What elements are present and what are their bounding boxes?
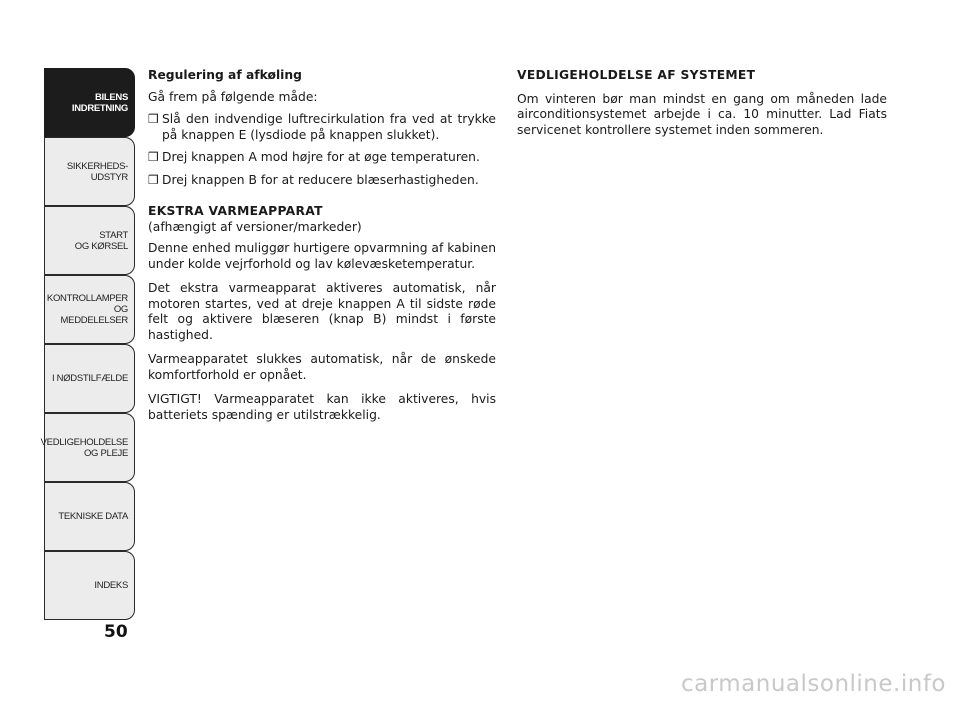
tab-i-nodstilfaelde[interactable]: I NØDSTILFÆLDE — [44, 344, 135, 413]
tab-indeks[interactable]: INDEKS — [44, 551, 135, 620]
extra-heater-title: EKSTRA VARMEAPPARAT — [148, 204, 323, 218]
page-number: 50 — [104, 622, 128, 642]
checkbox-bullet-icon: ❒ — [148, 172, 159, 187]
tab-vedligeholdelse[interactable]: VEDLIGEHOLDELSE OG PLEJE — [44, 413, 135, 482]
checkbox-bullet-icon: ❒ — [148, 112, 159, 126]
checkbox-bullet-icon: ❒ — [148, 150, 159, 164]
tab-bilens-indretning[interactable]: BILENS INDRETNING — [44, 68, 135, 137]
left-column — [148, 68, 496, 432]
bullet-text: Slå den indvendige luftrecirkulation fra ved at trykke på knappen E (lysdiode på knappen slukket). — [162, 112, 496, 142]
chapter-sidebar — [40, 68, 135, 620]
bullet-text: Drej knappen A mod højre for at øge temperaturen. — [162, 150, 480, 164]
tab-kontrollamper[interactable]: KONTROLLAMPER OG MEDDELELSER — [44, 275, 135, 344]
tab-sikkerhedsudstyr[interactable]: SIKKERHEDS- UDSTYR — [44, 137, 135, 206]
watermark: carmanualsonline.info — [680, 671, 946, 697]
paragraph: Varmeapparatet slukkes automatisk, når de ønskede komfortforhold er opnået. — [148, 352, 496, 382]
extra-heater-subtitle: (afhængigt af versioner/markeder) — [148, 219, 362, 234]
list-item — [148, 112, 496, 143]
cooling-heading: Regulering af afkøling — [148, 68, 302, 82]
list-item — [148, 173, 496, 189]
paragraph: Denne enhed muliggør hurtigere opvarmning af kabinen under kolde vejrforhold og lav kølevæsketemperatur. — [148, 241, 497, 271]
intro-text: Gå frem på følgende måde: — [148, 89, 318, 104]
maintenance-title: VEDLIGEHOLDELSE AF SYSTEMET — [517, 68, 756, 82]
bullet-list — [148, 112, 496, 188]
paragraph: Det ekstra varmeapparat aktiveres automatisk, når motoren startes, ved at dreje knappen A til sidste røde felt og aktivere blæseren (knap B) mindst i første hastighed. — [148, 281, 496, 342]
paragraph: VIGTIGT! Varmeapparatet kan ikke aktiveres, hvis batteriets spænding er utilstrækkelig. — [148, 392, 496, 422]
list-item — [148, 150, 496, 166]
tab-tekniske-data[interactable]: TEKNISKE DATA — [44, 482, 135, 551]
tab-start-og-korsel[interactable]: START OG KØRSEL — [44, 206, 135, 275]
right-column — [517, 68, 887, 147]
maintenance-paragraph: Om vinteren bør man mindst en gang om måneden lade airconditionsystemet arbejde i ca. 10 minutter. Lad Fiats servicenet kontrollere systemet inden sommeren. — [517, 91, 887, 137]
bullet-text: Drej knappen B for at reducere blæserhastigheden. — [162, 172, 479, 187]
